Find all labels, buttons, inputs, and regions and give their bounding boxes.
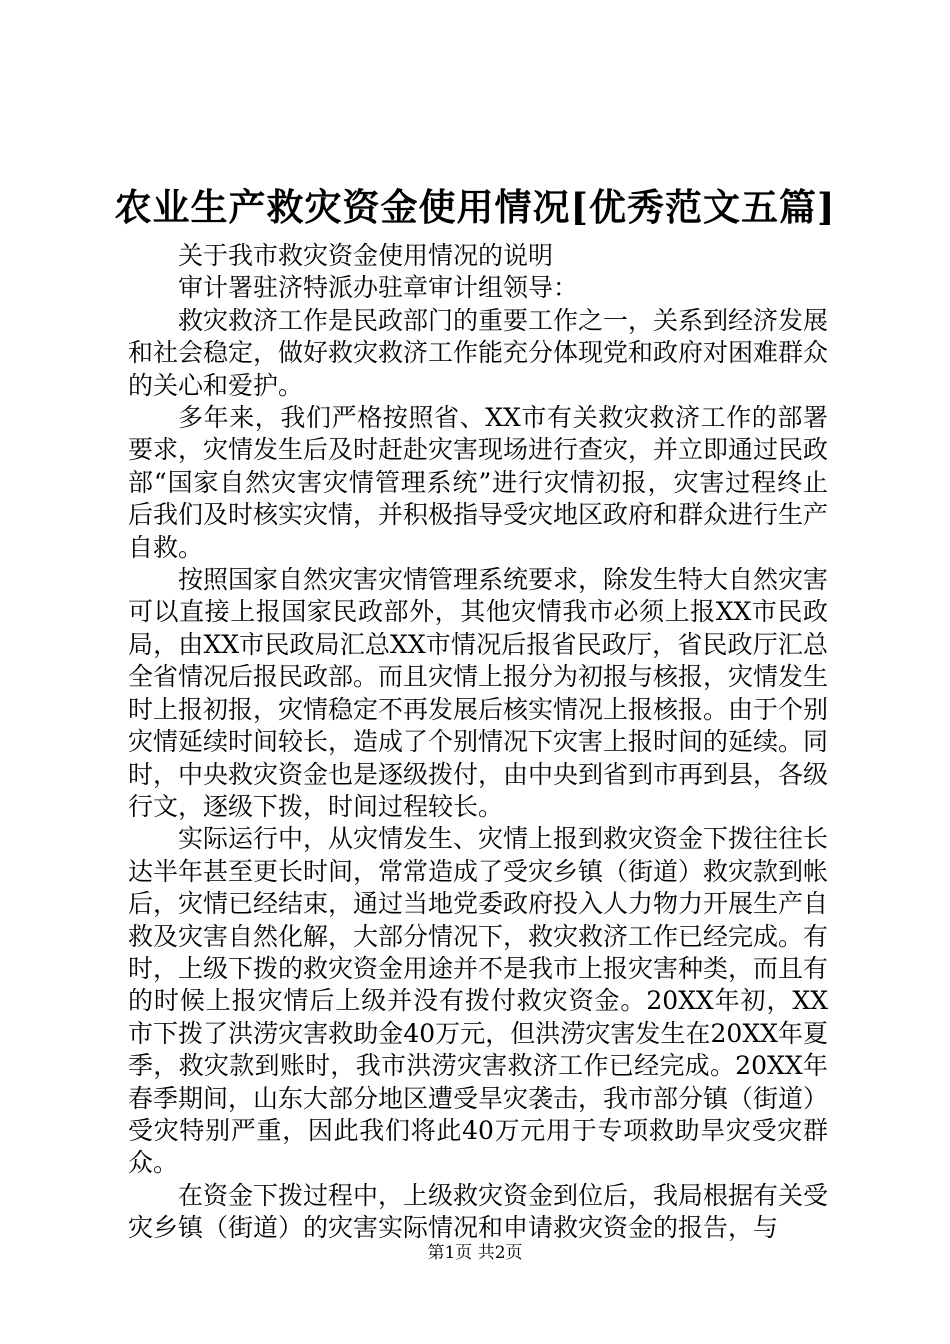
paragraph: 救灾救济工作是民政部门的重要工作之一，关系到经济发展和社会稳定，做好救灾救济工作能充分体现党和政府对困难群众的关心和爱护。 [128, 305, 829, 400]
paragraph: 在资金下拨过程中，上级救灾资金到位后，我局根据有关受灾乡镇（街道）的灾害实际情况和申请救灾资金的报告，与 [128, 1180, 829, 1243]
page-number: 第1页 共2页 [427, 1243, 523, 1263]
paragraph-heading: 关于我市救灾资金使用情况的说明 [178, 241, 554, 270]
paragraph: 多年来，我们严格按照省、XX市有关救灾救济工作的部署要求，灾情发生后及时赶赴灾害现场进行查灾，并立即通过民政部“国家自然灾害灾情管理系统”进行灾情初报，灾害过程终止后我们及时核实灾情，并积极指导受灾地区政府和群众进行生产自救。 [128, 403, 829, 562]
document-title: 农业生产救灾资金使用情况[优秀范文五篇] [114, 185, 836, 229]
paragraph-salutation: 审计署驻济特派办驻章审计组领导： [178, 273, 579, 303]
paragraph: 实际运行中，从灾情发生、灾情上报到救灾资金下拨往往长达半年甚至更长时间，常常造成了受灾乡镇（街道）救灾款到帐后，灾情已经结束，通过当地党委政府投入人力物力开展生产自救及灾害自然化解，大部分情况下，救灾救济工作已经完成。有时，上级下拨的救灾资金用途并不是我市上报灾害种类，而且有的时候上报灾情后上级并没有拨付救灾资金。20XX年初，XX市下拨了洪涝灾害救助金40万元，但洪涝灾害发生在20XX年夏季，救灾款到账时，我市洪涝灾害救济工作已经完成。20XX年春季期间，山东大部分地区遭受旱灾袭击，我市部分镇（街道）受灾特别严重，因此我们将此40万元用于专项救助旱灾受灾群众。 [128, 824, 829, 1178]
document-body [128, 240, 828, 1245]
paragraph: 按照国家自然灾害灾情管理系统要求，除发生特大自然灾害可以直接上报国家民政部外，其他灾情我市必须上报XX市民政局，由XX市民政局汇总XX市情况后报省民政厅，省民政厅汇总全省情况后报民政部。而且灾情上报分为初报与核报，灾情发生时上报初报，灾情稳定不再发展后核实情况上报核报。由于个别灾情延续时间较长，造成了个别情况下灾害上报时间的延续。同时，中央救灾资金也是逐级拨付，由中央到省到市再到县，各级行文，逐级下拨，时间过程较长。 [128, 565, 829, 821]
